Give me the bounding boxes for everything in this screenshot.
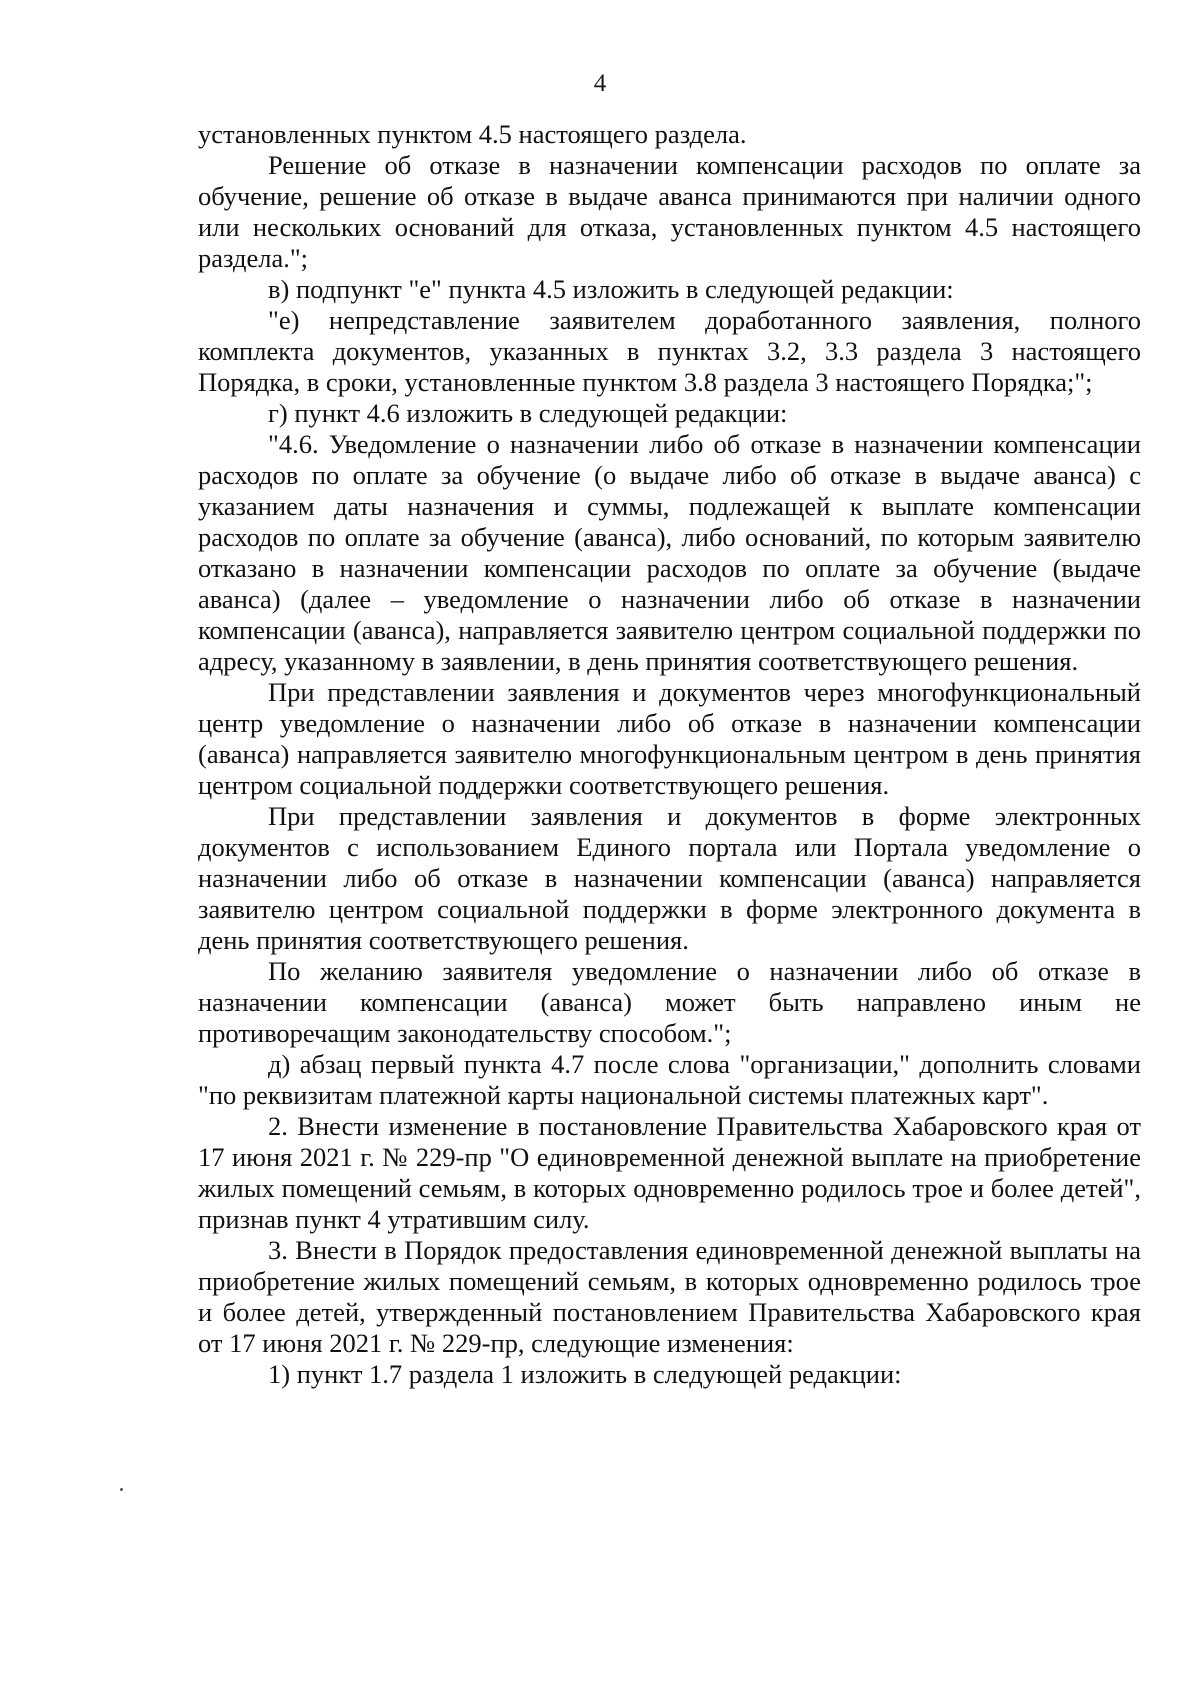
paragraph: "е) непредставление заявителем доработанного заявления, полного комплекта документов, указанных в пунктах 3.2, 3.3 раздела 3 настоящего Порядка, в сроки, установленные пунктом 3.8 раздела 3 настоящего Порядка;"; <box>198 305 1141 397</box>
paragraph: Решение об отказе в назначении компенсации расходов по оплате за обучение, решение об отказе в выдаче аванса принимаются при наличии одного или нескольких оснований для отказа, установленных пунктом 4.5 настоящего раздела."; <box>198 150 1141 273</box>
document-body <box>198 119 1141 1390</box>
paragraph: установленных пунктом 4.5 настоящего раздела. <box>198 119 747 149</box>
scan-artifact <box>120 1488 123 1491</box>
paragraph: 1) пункт 1.7 раздела 1 изложить в следующей редакции: <box>268 1359 902 1389</box>
paragraph: в) подпункт "е" пункта 4.5 изложить в следующей редакции: <box>268 274 954 304</box>
paragraph: 3. Внести в Порядок предоставления единовременной денежной выплаты на приобретение жилых помещений семьям, в которых одновременно родилось трое и более детей, утвержденный постановлением Правительства Хабаровского края от 17 июня 2021 г. № 229-пр, следующие изменения: <box>198 1235 1141 1358</box>
page-number: 4 <box>593 70 607 97</box>
paragraph: По желанию заявителя уведомление о назначении либо об отказе в назначении компенсации (аванса) может быть направлено иным не противоречащим законодательству способом."; <box>198 956 1141 1048</box>
paragraph: г) пункт 4.6 изложить в следующей редакции: <box>268 398 788 428</box>
paragraph: При представлении заявления и документов через многофункциональный центр уведомление о назначении либо об отказе в назначении компенсации (аванса) направляется заявителю многофункциональным центром в день принятия центром социальной поддержки соответствующего решения. <box>198 677 1141 800</box>
paragraph: д) абзац первый пункта 4.7 после слова "организации," дополнить словами "по реквизитам платежной карты национальной системы платежных карт". <box>198 1049 1141 1110</box>
paragraph: При представлении заявления и документов в форме электронных документов с использованием Единого портала или Портала уведомление о назначении либо об отказе в назначении компенсации (аванса) направляется заявителю центром социальной поддержки в форме электронного документа в день принятия соответствующего решения. <box>198 801 1141 955</box>
paragraph: 2. Внести изменение в постановление Правительства Хабаровского края от 17 июня 2021 г. № 229-пр "О единовременной денежной выплате на приобретение жилых помещений семьям, в которых одновременно родилось трое и более детей", признав пункт 4 утратившим силу. <box>198 1111 1141 1234</box>
paragraph: "4.6. Уведомление о назначении либо об отказе в назначении компенсации расходов по оплате за обучение (о выдаче либо об отказе в выдаче аванса) с указанием даты назначения и суммы, подлежащей к выплате компенсации расходов по оплате за обучение (аванса), либо оснований, по которым заявителю отказано в назначении компенсации расходов по оплате за обучение (выдаче аванса) (далее – уведомление о назначении либо об отказе в назначении компенсации (аванса), направляется заявителю центром социальной поддержки по адресу, указанному в заявлении, в день принятия соответствующего решения. <box>198 429 1141 676</box>
